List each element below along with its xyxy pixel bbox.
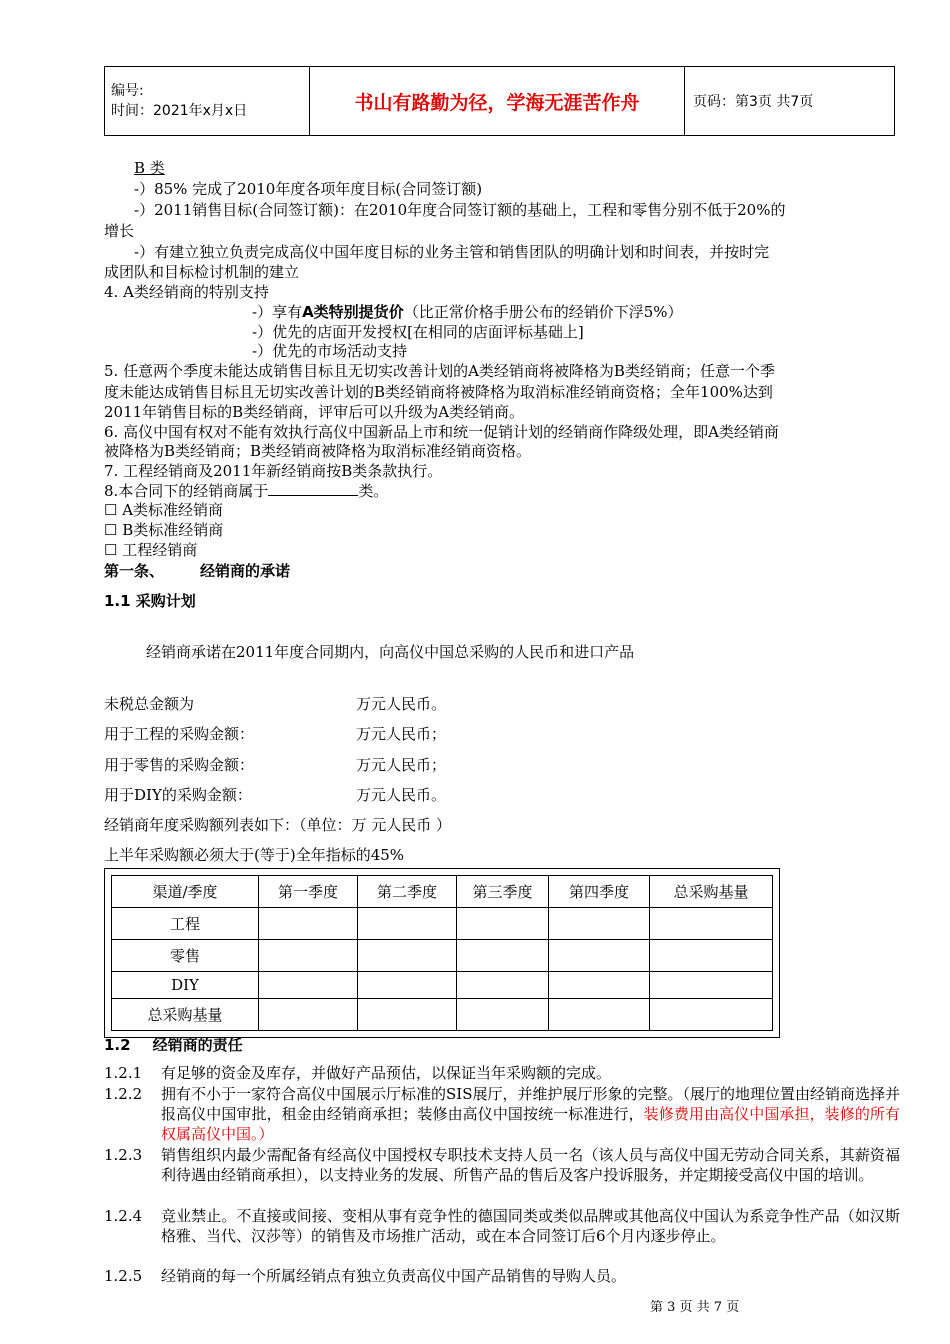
header-q1: 第一季度 [259, 876, 358, 908]
table-cell[interactable] [358, 999, 457, 1031]
clause-text [161, 1084, 900, 1144]
s4a-post: （比正常价格手册公布的经销价下浮5%） [403, 303, 683, 321]
section-4-item-b: -）优先的店面开发授权[在相同的店面评标基础上] [252, 323, 584, 341]
clause-text: 销售组织内最少需配备有经高仪中国授权专职技术支持人员一名（该人员与高仪中国无劳动合同关系，其薪资福利待遇由经销商承担），以支持业务的发展、所售产品的售后及客户投诉服务，并定期接受高仪中国的培训。 [161, 1146, 900, 1184]
header-q3: 第三季度 [457, 876, 549, 908]
b-line-1: -）85% 完成了2010年度各项年度目标(合同签订额) [134, 180, 483, 198]
purchase-table-frame [104, 868, 780, 1038]
clause-text: 经销商的每一个所属经销点有独立负责高仪中国产品销售的导购人员。 [161, 1267, 627, 1285]
header-total: 总采购基量 [650, 876, 773, 908]
purchase-engineering-unit: 万元人民币； [356, 725, 447, 743]
section-5-line-1: 5. 任意两个季度未能达成销售目标且无切实改善计划的A类经销商将被降格为B类经销商；任意一个季 [104, 362, 775, 380]
half-year-requirement: 上半年采购额必须大于(等于)全年指标的45% [104, 846, 405, 864]
dealer-class-blank[interactable] [268, 481, 358, 496]
table-cell[interactable] [358, 907, 457, 939]
section-1-2-title [104, 1035, 900, 1055]
table-cell[interactable] [457, 971, 549, 999]
clause-text: 竞业禁止。不直接或间接、变相从事有竞争性的德国同类或类似品牌或其他高仪中国认为系竞争性产品（如汉斯格雅、当代、汉莎等）的销售及市场推广活动，或在本合同签订后6个月内逐步停止。 [161, 1207, 900, 1245]
section-4-title: 4. A类经销商的特别支持 [104, 283, 269, 301]
clause-1-2-1 [104, 1063, 900, 1085]
section-1-1-title: 1.1 采购计划 [104, 592, 196, 610]
table-row [112, 971, 773, 999]
header-q2: 第二季度 [358, 876, 457, 908]
clause-1-2-2 [104, 1084, 900, 1146]
section-4-item-c: -）优先的市场活动支持 [252, 342, 408, 360]
purchase-diy-line [104, 785, 900, 805]
clause-1-2-5 [104, 1266, 900, 1288]
b-line-3a: -）有建立独立负责完成高仪中国年度目标的业务主管和销售团队的明确计划和时间表，并按时完 [134, 243, 770, 261]
section-1-2-text: 经销商的责任 [152, 1036, 243, 1054]
document-header [104, 66, 895, 136]
clause-1-2-3 [104, 1145, 900, 1207]
table-cell[interactable] [650, 939, 773, 971]
table-cell[interactable] [457, 907, 549, 939]
table-cell[interactable] [650, 907, 773, 939]
header-q4: 第四季度 [549, 876, 650, 908]
number-label: 编号: [111, 83, 144, 99]
purchase-total-unit: 万元人民币。 [356, 695, 447, 713]
purchase-retail-label: 用于零售的采购金额： [104, 756, 255, 774]
row-label-retail: 零售 [112, 939, 259, 971]
s4a-bold: A类特别提货价 [302, 303, 404, 321]
table-cell[interactable] [457, 999, 549, 1031]
clause-number: 1.2.5 [104, 1267, 143, 1285]
b-line-2a: -）2011销售目标(合同签订额)：在2010年度合同签订额的基础上，工程和零售分别不低于20%的 [134, 201, 786, 219]
time-label: 时间：2021年x月x日 [111, 103, 248, 119]
section-6-line-2: 被降格为B类经销商；B类经销商被降格为取消标准经销商资格。 [104, 442, 532, 460]
purchase-retail-unit: 万元人民币； [356, 756, 447, 774]
table-row [112, 999, 773, 1031]
table-cell[interactable] [549, 999, 650, 1031]
table-cell[interactable] [259, 999, 358, 1031]
table-header-row [112, 876, 773, 908]
s8-pre: 8.本合同下的经销商属于 [104, 482, 269, 500]
section-6-line-1: 6. 高仪中国有权对不能有效执行高仪中国新品上市和统一促销计划的经销商作降级处理，即A类经销商 [104, 423, 779, 441]
article-1-title [104, 561, 900, 581]
clause-number: 1.2.1 [104, 1064, 143, 1082]
option-b-class[interactable]: ☐ B类标准经销商 [104, 521, 224, 539]
clause-text-main: 拥有不小于一家符合高仪中国展示厅标准的SIS展厅，并维护展厅形象的完整。（展厅的地理位置由经销商选择并报高仪中国审批，租金由经销商承担；装修由高仪中国按统一标准进行， [161, 1085, 900, 1123]
table-cell[interactable] [259, 907, 358, 939]
clause-text-red: 装修费用由高仪中国承担，装修的所有权属高仪中国。） [161, 1105, 900, 1143]
section-7: 7. 工程经销商及2011年新经销商按B类条款执行。 [104, 462, 443, 480]
b-class-heading: B 类 [134, 159, 165, 177]
clause-1-2-4 [104, 1206, 900, 1268]
purchase-engineering-line [104, 724, 900, 744]
purchase-table [111, 875, 773, 1031]
purchase-list-note: 经销商年度采购额列表如下：（单位：万 元人民币 ） [104, 816, 452, 834]
option-engineering[interactable]: ☐ 工程经销商 [104, 541, 198, 559]
b-line-3b: 成团队和目标检讨机制的建立 [104, 263, 300, 281]
table-cell[interactable] [650, 999, 773, 1031]
row-label-engineering: 工程 [112, 907, 259, 939]
table-cell[interactable] [358, 939, 457, 971]
table-cell[interactable] [358, 971, 457, 999]
clause-number: 1.2.2 [104, 1085, 143, 1103]
table-cell[interactable] [549, 907, 650, 939]
purchase-diy-label: 用于DIY的采购金额： [104, 786, 252, 804]
table-row [112, 939, 773, 971]
table-cell[interactable] [549, 971, 650, 999]
table-cell[interactable] [549, 939, 650, 971]
article-title: 经销商的承诺 [200, 562, 291, 580]
header-meta [105, 67, 310, 136]
header-motto: 书山有路勤为径，学海无涯苦作舟 [310, 67, 685, 136]
table-cell[interactable] [259, 971, 358, 999]
purchase-commitment: 经销商承诺在2011年度合同期内，向高仪中国总采购的人民币和进口产品 [146, 643, 635, 661]
article-number: 第一条、 [104, 562, 165, 580]
page-label: 页码：第3页 共7页 [685, 67, 895, 136]
purchase-engineering-label: 用于工程的采购金额： [104, 725, 255, 743]
option-a-class[interactable]: ☐ A类标准经销商 [104, 501, 224, 519]
table-cell[interactable] [259, 939, 358, 971]
purchase-diy-unit: 万元人民币。 [356, 786, 447, 804]
section-1-2-number: 1.2 [104, 1036, 131, 1054]
s8-post: 类。 [358, 482, 389, 500]
section-5-line-2: 度未能达成销售目标且无切实改善计划的B类经销商将被降格为取消标准经销商资格；全年100%达到 [104, 383, 773, 401]
purchase-total-line [104, 694, 900, 714]
b-line-2b: 增长 [104, 222, 135, 240]
table-cell[interactable] [457, 939, 549, 971]
row-label-diy: DIY [112, 971, 259, 999]
table-row [112, 907, 773, 939]
clause-number: 1.2.3 [104, 1146, 143, 1164]
section-5-line-3: 2011年销售目标的B类经销商，评审后可以升级为A类经销商。 [104, 403, 525, 421]
section-4-item-a [252, 302, 950, 322]
section-8 [104, 481, 900, 501]
row-label-total: 总采购基量 [112, 999, 259, 1031]
header-channel: 渠道/季度 [112, 876, 259, 908]
clause-number: 1.2.4 [104, 1207, 143, 1225]
clause-text: 有足够的资金及库存，并做好产品预估，以保证当年采购额的完成。 [161, 1064, 612, 1082]
s4a-pre: -）享有 [252, 303, 303, 321]
purchase-total-label: 未税总金额为 [104, 695, 195, 713]
table-cell[interactable] [650, 971, 773, 999]
page-footer: 第 3 页 共 7 页 [650, 1300, 740, 1315]
purchase-retail-line [104, 755, 900, 775]
